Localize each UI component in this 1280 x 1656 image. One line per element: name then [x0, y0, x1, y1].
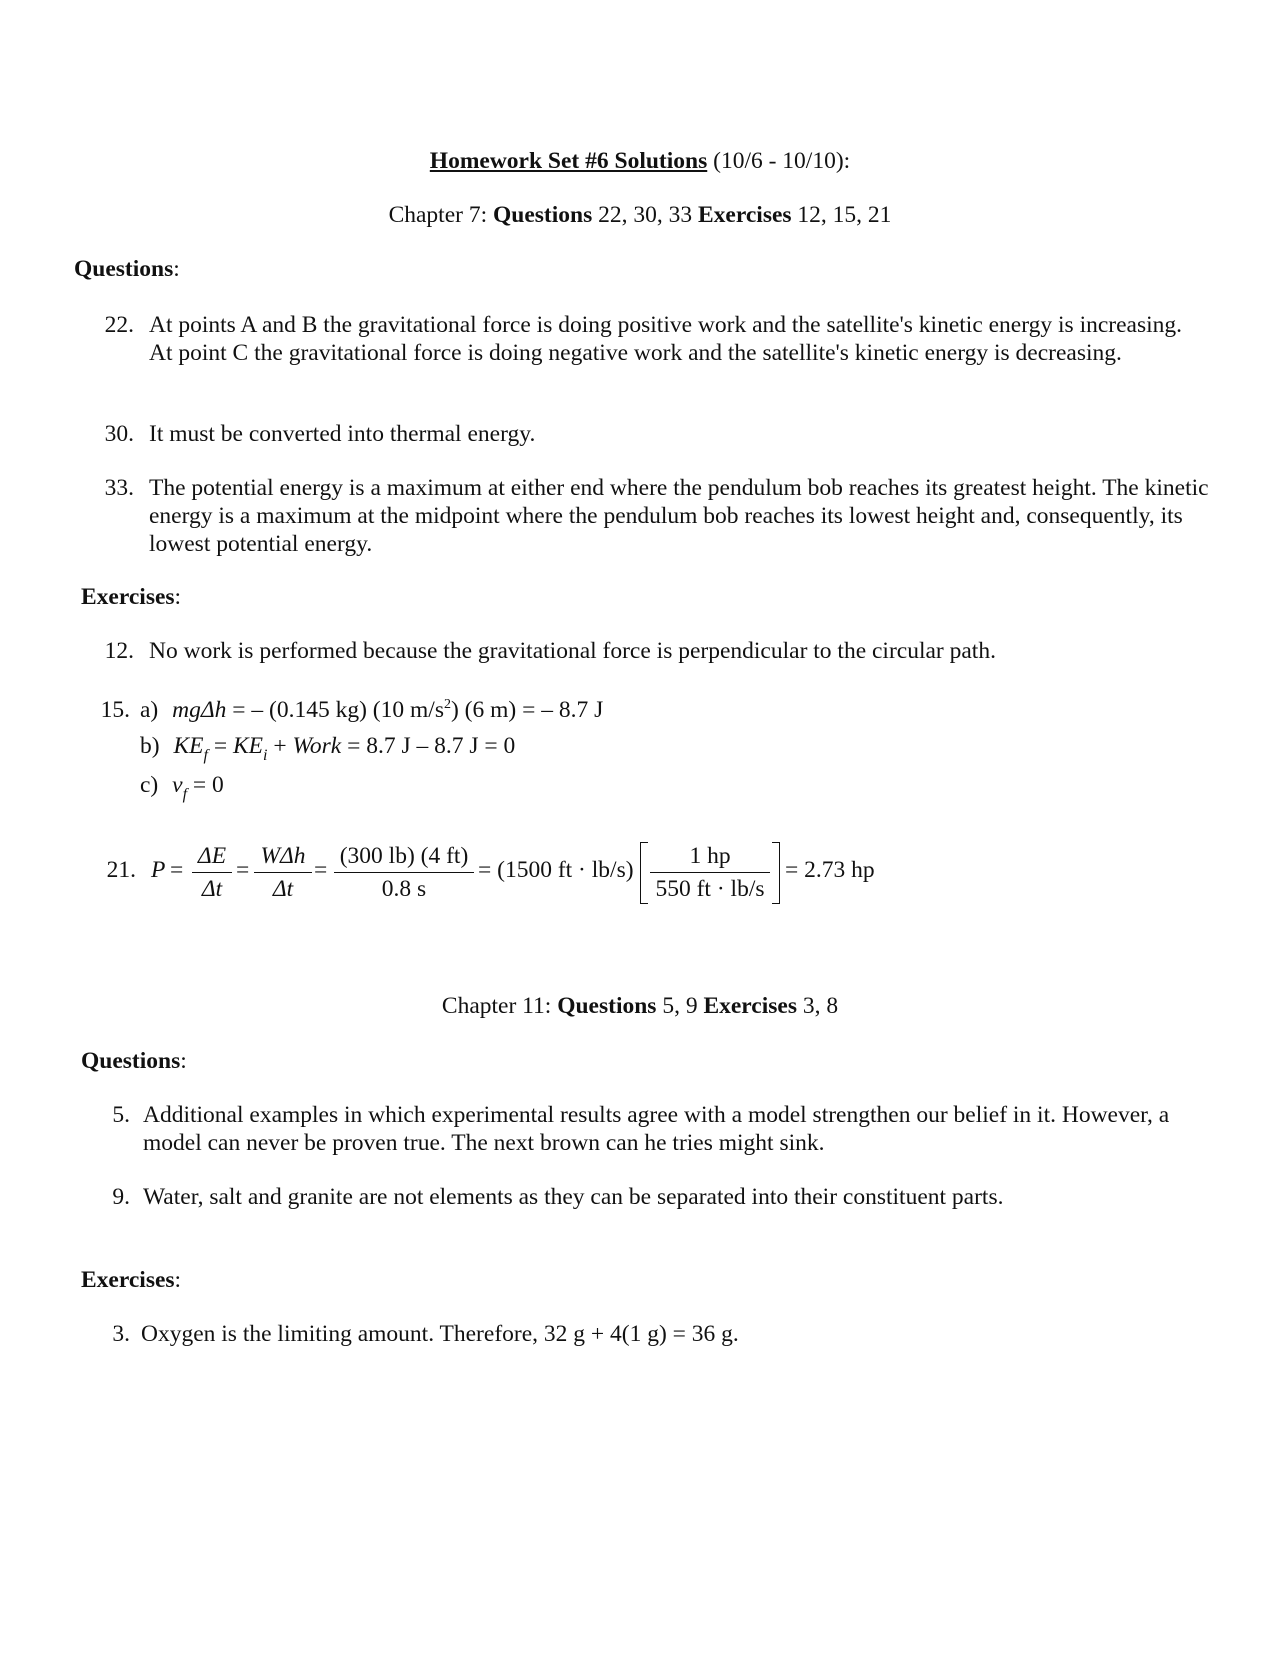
exercise-text: No work is performed because the gravitational force is perpendicular to the circular path. [149, 638, 996, 664]
chapter-11-exercises-label: Exercises [703, 993, 797, 1019]
title-dates: (10/6 - 10/10): [707, 148, 851, 174]
colon: : [173, 256, 180, 282]
right-bracket [772, 842, 780, 904]
numerator: (300 lb) (4 ft) [334, 842, 474, 873]
colon: : [174, 584, 182, 610]
chapter-11-heading [0, 992, 1280, 1020]
chapter-7-exercises-list: 12, 15, 21 [791, 202, 892, 228]
question-number: 22. [104, 312, 134, 338]
exercise-number: 21. [106, 857, 136, 883]
questions-heading [74, 255, 180, 283]
question-number: 5. [112, 1102, 130, 1128]
left-bracket [640, 842, 648, 904]
fraction-4 [650, 842, 770, 903]
exercise-15-a [140, 696, 603, 728]
part-label: b) [140, 733, 160, 759]
math-expr: = [207, 733, 233, 759]
exercise-text: Oxygen is the limiting amount. Therefore, 32 g + 4(1 g) = 36 g. [141, 1321, 739, 1347]
math-expr: ) (6 m) = – 8.7 J [450, 697, 604, 723]
exercises-heading [81, 583, 181, 611]
exercise-number: 12. [104, 638, 134, 664]
numerator: ΔE [192, 842, 232, 873]
question-number: 30. [104, 421, 134, 447]
subscript: f [182, 786, 188, 803]
questions-heading-label: Questions [81, 1048, 181, 1074]
math-expr: = 8.7 J – 8.7 J = 0 [341, 733, 516, 759]
math-term: mgΔh [172, 697, 227, 723]
denominator: 0.8 s [381, 876, 427, 902]
questions-heading [81, 1047, 187, 1075]
superscript: 2 [443, 697, 451, 712]
colon: : [174, 1267, 182, 1293]
question-number: 33. [104, 475, 134, 501]
question-text: The potential energy is a maximum at either end where the pendulum bob reaches its greatest height. The kinetic energy is a maximum at the midpoint where the pendulum bob reaches its lowest height and, consequently, its lowest potential energy. [149, 475, 1209, 557]
chapter-7-prefix: Chapter 7: [388, 202, 493, 228]
question-text: Additional examples in which experimental results agree with a model strengthen our belief in it. However, a model can never be proven true. The next brown can he tries might sink. [143, 1102, 1170, 1156]
title-bold: Homework Set #6 Solutions [429, 148, 708, 174]
question-number: 9. [112, 1184, 130, 1210]
math-term: Work [292, 733, 342, 759]
question-text: At points A and B the gravitational force is doing positive work and the satellite's kinetic energy is increasing. At point C the gravitational force is doing negative work and the satellite's kinetic energy is decreasing. [149, 312, 1183, 366]
chapter-7-exercises-label: Exercises [698, 202, 792, 228]
fraction-3 [334, 842, 474, 903]
questions-heading-label: Questions [74, 256, 174, 282]
denominator: Δt [272, 876, 294, 902]
math-expr: = – (0.145 kg) (10 m/s [226, 697, 444, 723]
denominator: 550 ft · lb/s [655, 876, 765, 902]
equals-sign: = [236, 857, 250, 883]
power-symbol: P [151, 857, 166, 883]
chapter-7-questions-label: Questions [493, 202, 593, 228]
denominator: Δt [201, 876, 223, 902]
exercise-number: 3. [112, 1321, 130, 1347]
final-result: = 2.73 hp [785, 857, 875, 883]
page-title [0, 147, 1280, 175]
exercises-heading-label: Exercises [81, 1267, 175, 1293]
exercise-15-c [140, 771, 224, 802]
chapter-11-questions-label: Questions [557, 993, 657, 1019]
part-label: c) [140, 772, 159, 798]
math-term: v [172, 772, 183, 798]
exercise-number: 15. [100, 697, 130, 723]
exercises-heading-label: Exercises [81, 584, 175, 610]
math-expr: + [267, 733, 293, 759]
math-expr: = 0 [187, 772, 224, 798]
subscript: f [203, 747, 208, 764]
equals-sign: = [170, 857, 184, 883]
chapter-7-questions-list: 22, 30, 33 [592, 202, 698, 228]
numerator: 1 hp [650, 842, 770, 873]
chapter-11-exercises-list: 3, 8 [796, 993, 839, 1019]
colon: : [180, 1048, 187, 1074]
question-text: It must be converted into thermal energy. [149, 421, 536, 447]
math-term: KE [232, 733, 263, 759]
math-term: KE [173, 733, 204, 759]
intermediate-result: = (1500 ft · lb/s) [478, 857, 634, 883]
chapter-11-questions-list: 5, 9 [656, 993, 704, 1019]
equals-sign: = [314, 857, 328, 883]
numerator: WΔh [254, 842, 312, 873]
exercise-15-b [140, 732, 515, 763]
subscript: i [262, 747, 268, 764]
fraction-2 [254, 842, 312, 903]
part-label: a) [140, 697, 159, 723]
question-text: Water, salt and granite are not elements as they can be separated into their constituent parts. [143, 1184, 1004, 1210]
chapter-7-heading [0, 201, 1280, 229]
chapter-11-prefix: Chapter 11: [441, 993, 558, 1019]
fraction-1 [192, 842, 232, 903]
exercises-heading [81, 1266, 181, 1294]
